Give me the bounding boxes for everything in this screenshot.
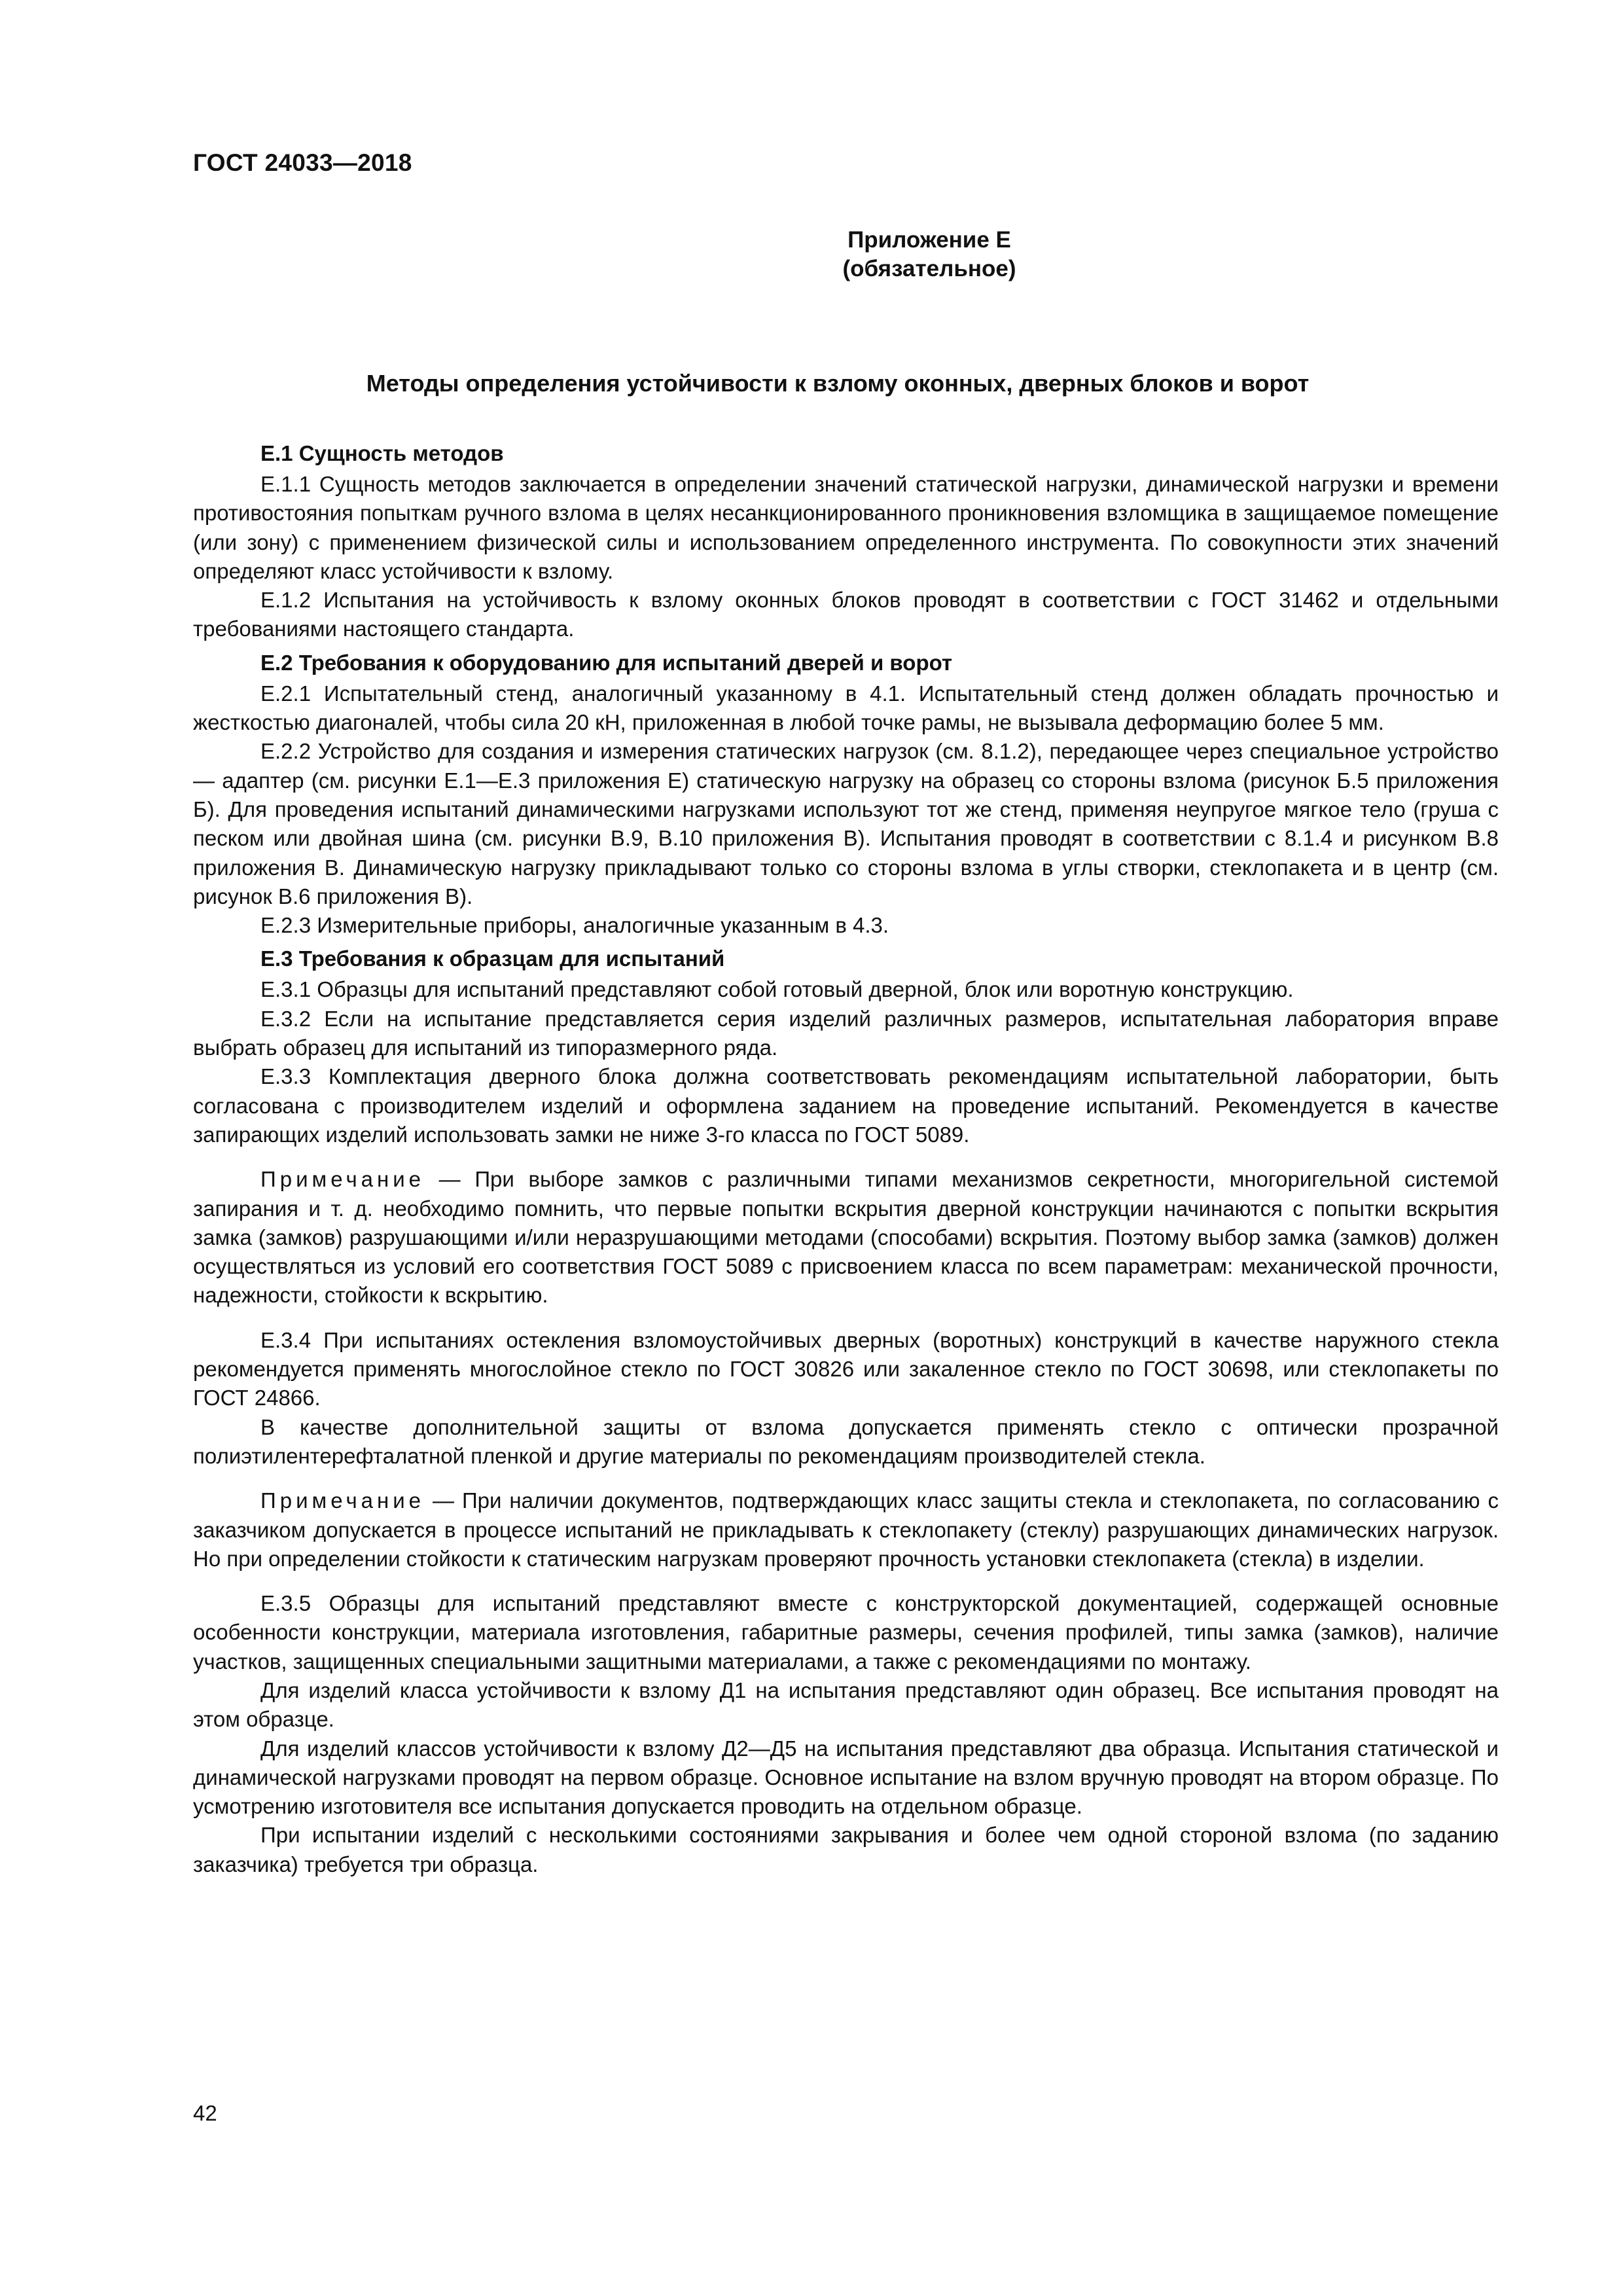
paragraph: При испытании изделий с несколькими состояниями закрывания и более чем одной стороной взлома (по заданию заказчика) требуется три образца. bbox=[193, 1823, 1499, 1876]
paragraph: Е.3.3 Комплектация дверного блока должна соответствовать рекомендациям испытательной лаборатории, быть согласована с производителем изделий и оформлена заданием на проведение испытаний. Рекомендуется в качестве запирающих изделий использовать замки не ниже 3-го класса по ГОСТ 5089. bbox=[193, 1064, 1499, 1147]
document-number: ГОСТ 24033—2018 bbox=[193, 149, 412, 176]
paragraph: Е.3.2 Если на испытание представляется серия изделий различных размеров, испытательная лаборатория вправе выбрать образец для испытаний из типоразмерного ряда. bbox=[193, 1006, 1499, 1060]
paragraph: Е.1.2 Испытания на устойчивость к взлому оконных блоков проводят в соответствии с ГОСТ 31462 и отдельными требованиями настоящего стандарта. bbox=[193, 588, 1499, 641]
paragraph: Е.3.1 Образцы для испытаний представляют собой готовый дверной, блок или воротную конструкцию. bbox=[260, 977, 1294, 1002]
appendix-heading bbox=[0, 226, 1623, 283]
section-heading: Е.2 Требования к оборудованию для испытаний дверей и ворот bbox=[260, 650, 953, 675]
note bbox=[193, 1165, 1499, 1310]
paragraph: Для изделий класса устойчивости к взлому Д1 на испытания представляют один образец. Все испытания проводят на этом образце. bbox=[193, 1677, 1499, 1732]
paragraph: В качестве дополнительной защиты от взлома допускается применять стекло с оптически прозрачной полиэтилентерефталатной пленкой и другие материалы по рекомендациям производителей стекла. bbox=[193, 1414, 1499, 1468]
paragraph: Е.1.1 Сущность методов заключается в определении значений статической нагрузки, динамической нагрузки и времени противостояния попыткам ручного взлома в целях несанкционированного проникновения взломщика в защищаемое помещение (или зону) с применением физической силы и использованием определенного инструмента. По совокупности этих значений определяют класс устойчивости к взлому. bbox=[193, 472, 1499, 583]
appendix-title: Методы определения устойчивости к взлому оконных, дверных блоков и ворот bbox=[366, 370, 1310, 397]
paragraph: Е.2.3 Измерительные приборы, аналогичные указанным в 4.3. bbox=[260, 913, 889, 938]
paragraph: Е.2.1 Испытательный стенд, аналогичный указанному в 4.1. Испытательный стенд должен обладать прочностью и жесткостью диагоналей, чтобы сила 20 кН, приложенная в любой точке рамы, не вызывала деформацию более 5 мм. bbox=[193, 681, 1499, 735]
section-heading: Е.3 Требования к образцам для испытаний bbox=[260, 946, 725, 971]
page-number: 42 bbox=[193, 2101, 217, 2125]
note-label: Примечание bbox=[260, 1167, 425, 1192]
paragraph: Е.2.2 Устройство для создания и измерения статических нагрузок (см. 8.1.2), передающее через специальное устройство — адаптер (см. рисунки Е.1—Е.3 приложения Е) статическую нагрузку на образец со стороны взлома (рисунок Б.5 приложения Б). Для проведения испытаний динамическими нагрузками используют тот же стенд, применяя неупругое мягкое тело (груша с песком или двойная шина (см. рисунки В.9, В.10 приложения В). Испытания проводят в соответствии с 8.1.4 и рисунком В.8 приложения В. Динамическую нагрузку прикладывают только со стороны взлома в углы створки, стеклопакета и в центр (см. рисунок В.6 приложения В). bbox=[193, 739, 1499, 908]
note bbox=[193, 1486, 1499, 1573]
section-heading: Е.1 Сущность методов bbox=[260, 441, 504, 465]
note-text: — При наличии документов, подтверждающих класс защиты стекла и стеклопакета, по согласованию с заказчиком допускается в процессе испытаний не прикладывать к стеклопакету (стеклу) разрушающих динамических нагрузок. Но при определении стойкости к статическим нагрузкам проверяют прочность установки стеклопакета (стекла) в изделии. bbox=[193, 1488, 1499, 1571]
appendix-status: (обязательное) bbox=[842, 256, 1016, 281]
note-text: — При выборе замков с различными типами механизмов секретности, многоригельной системой запирания и т. д. необходимо помнить, что первые попытки вскрытия дверной конструкции начинаются с попытки вскрытия замка (замков) разрушающими и/или неразрушающими методами (способами) вскрытия. Поэтому выбор замка (замков) должен осуществляться из условий его соответствия ГОСТ 5089 с присвоением класса по всем параметрам: механической прочности, надежности, стойкости к вскрытию. bbox=[193, 1167, 1499, 1308]
document-body bbox=[193, 435, 1499, 1879]
note-label: Примечание bbox=[260, 1488, 425, 1513]
appendix-label: Приложение Е bbox=[847, 227, 1011, 253]
paragraph: Е.3.5 Образцы для испытаний представляют вместе с конструкторской документацией, содержащей основные особенности конструкции, материала изготовления, габаритные размеры, сечения профилей, типы замка (замков), наличие участков, защищенных специальными защитными материалами, а также с рекомендациями по монтажу. bbox=[193, 1591, 1499, 1674]
paragraph: Е.3.4 При испытаниях остекления взломоустойчивых дверных (воротных) конструкций в качестве наружного стекла рекомендуется применять многослойное стекло по ГОСТ 30826 или закаленное стекло по ГОСТ 30698, или стеклопакеты по ГОСТ 24866. bbox=[193, 1327, 1499, 1410]
paragraph: Для изделий классов устойчивости к взлому Д2—Д5 на испытания представляют два образца. Испытания статической и динамической нагрузками проводят на первом образце. Основное испытание на взлом вручную проводят на втором образце. По усмотрению изготовителя все испытания допускается проводить на отдельном образце. bbox=[193, 1736, 1499, 1819]
